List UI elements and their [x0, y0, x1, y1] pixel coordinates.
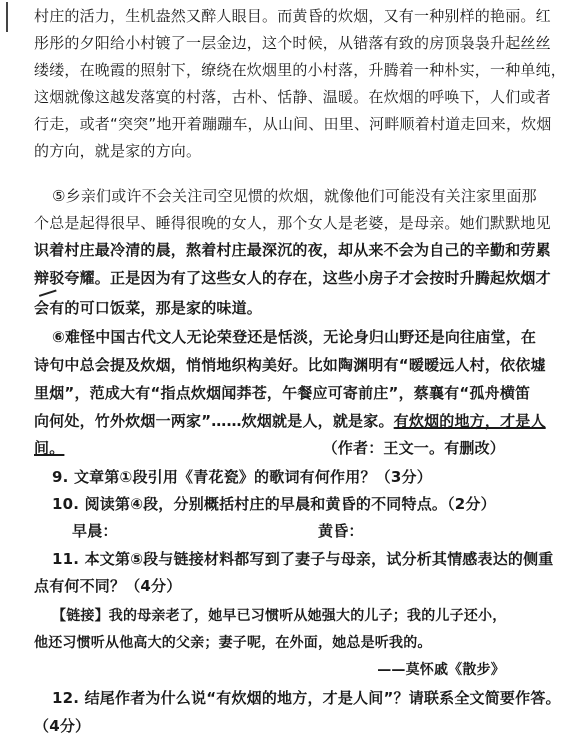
underlined-phrase-end: 间。 [34, 439, 65, 457]
paragraph-6-line: ⑥难怪中国古代文人无论荣登还是恬淡，无论身归山野还是向往庙堂，在 [52, 328, 537, 346]
q10-evening-label: 黄昏： [318, 522, 364, 540]
paragraph-6-line: 里烟”，范成大有“指点炊烟闻莽苍，午餐应可寄前庄”，蔡襄有“孤舟横笛 [34, 384, 531, 402]
margin-mark [6, 2, 11, 32]
underlined-phrase: 有炊烟的地方，才是人 [393, 412, 546, 430]
link-source: ——莫怀戚《散步》 [377, 662, 505, 678]
link-material: 【链接】我的母亲老了，她早已习惯听从她强大的儿子；我的儿子还小， [52, 608, 507, 624]
paragraph-5-line: 会有的可口饭菜，那是家的味道。 [34, 299, 263, 317]
question-11-cont: 点有何不同？（4分） [34, 577, 182, 595]
passage-line: 的方向，就是家的方向。 [34, 142, 202, 160]
paragraph-6-line: 诗句中总会提及炊烟，悄悄地织构美好。比如陶渊明有“暧暧远人村，依依墟 [34, 356, 546, 374]
passage-line: 村庄的活力，生机盎然又醉人眼目。而黄昏的炊烟，又有一种别样的艳丽。红 [34, 7, 551, 25]
question-12: 12. 结尾作者为什么说“有炊烟的地方，才是人间”？请联系全文简要作答。 [52, 689, 561, 707]
question-10: 10. 阅读第④段，分别概括村庄的早晨和黄昏的不同特点。（2分） [52, 495, 496, 513]
q10-morning-label: 早晨： [72, 522, 118, 540]
question-12-cont: （4分） [34, 717, 91, 735]
paragraph-5-line: 辩驳夸耀。正是因为有了这些女人的存在，这些小房子才会按时升腾起炊烟才 [34, 269, 551, 287]
passage-line: 这烟就像这越发落寞的村落，古朴、恬静、温暖。在炊烟的呼唤下，人们或者 [34, 88, 551, 106]
link-material: 他还习惯听从他高大的父亲；妻子呢，在外面，她总是听我的。 [34, 635, 432, 651]
paragraph-5-line: 识着村庄最冷清的晨，熬着村庄最深沉的夜，却从来不会为自己的辛勤和劳累 [34, 241, 551, 259]
paragraph-6-text: 向何处，竹外炊烟一两家”……炊烟就是人，就是家。 [34, 412, 394, 430]
passage-line: 行走，或者“突突”地开着蹦蹦车，从山间、田里、河畔顺着村道走回来，炊烟 [34, 115, 552, 133]
attribution: （作者：王文一。有删改） [322, 439, 505, 457]
passage-line: 缕缕，在晚霞的照射下，缭绕在炊烟里的小村落，升腾着一种朴实，一种单纯， [34, 61, 566, 79]
question-11: 11. 本文第⑤段与链接材料都写到了妻子与母亲，试分析其情感表达的侧重 [52, 550, 554, 568]
passage-line: 彤彤的夕阳给小村镀了一层金边，这个时候，从错落有致的房顶袅袅升起丝丝 [34, 34, 551, 52]
paragraph-5-line: 个总是起得很早、睡得很晚的女人，那个女人是老婆，是母亲。她们默默地见 [34, 214, 551, 232]
question-9: 9. 文章第①段引用《青花瓷》的歌词有何作用？（3分） [52, 468, 432, 486]
paragraph-6-line [34, 411, 546, 431]
paragraph-5-line: ⑤乡亲们或许不会关注司空见惯的炊烟，就像他们可能没有关注家里面那 [52, 187, 537, 205]
